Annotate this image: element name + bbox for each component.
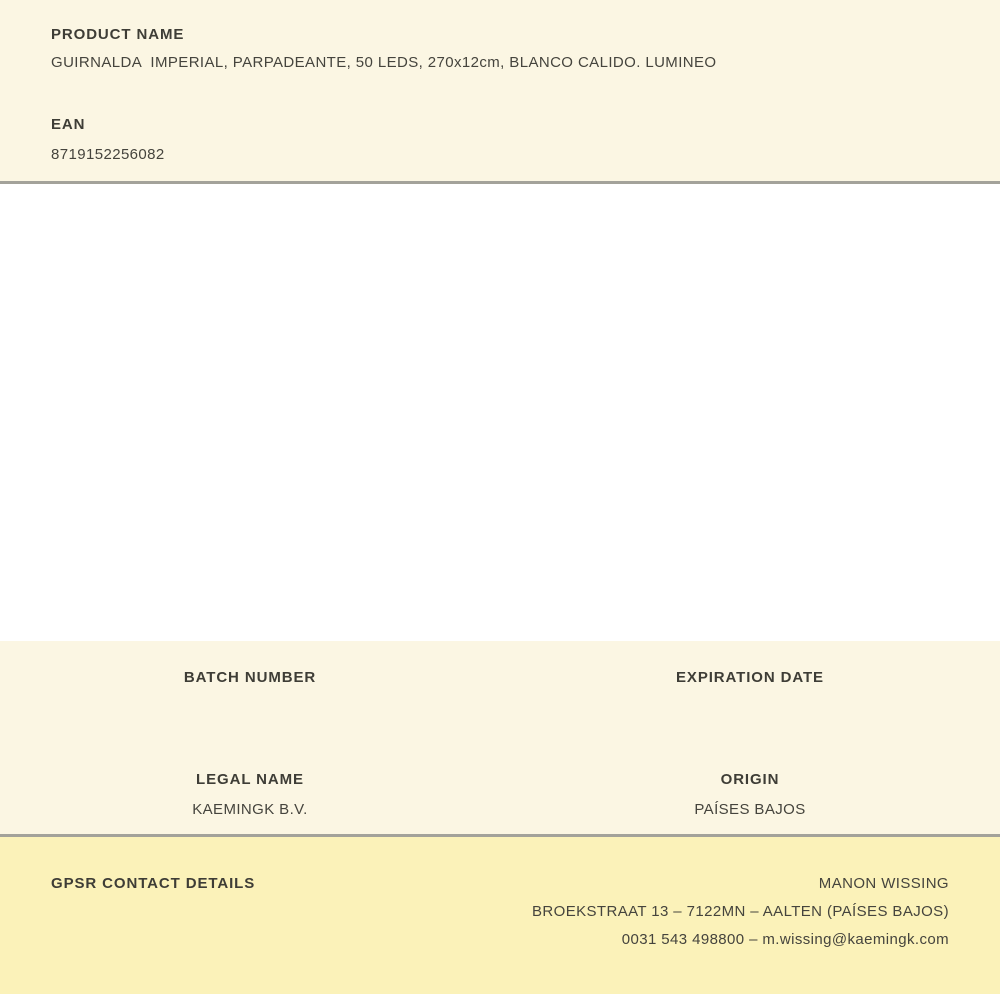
legal-name-label: LEGAL NAME (196, 771, 304, 788)
expiration-date-label: EXPIRATION DATE (676, 669, 824, 686)
product-info-section (0, 0, 1000, 184)
batch-info-section (0, 641, 1000, 837)
product-name-label: PRODUCT NAME (51, 26, 185, 43)
batch-number-cell (0, 669, 500, 699)
legal-name-cell (0, 771, 500, 819)
ean-label: EAN (51, 116, 86, 133)
legal-origin-row (0, 771, 1000, 819)
batch-number-label: BATCH NUMBER (183, 669, 317, 686)
contact-phone-email: 0031 543 498800 – m.wissing@kaemingk.com (621, 931, 949, 948)
contact-name: MANON WISSING (818, 875, 949, 892)
batch-expiration-row (0, 669, 1000, 699)
contact-address: BROEKSTRAAT 13 – 7122MN – AALTEN (PAÍSES BAJOS) (531, 903, 949, 920)
blank-area (0, 184, 1000, 641)
origin-value: PAÍSES BAJOS (694, 801, 806, 818)
product-name-value: GUIRNALDA IMPERIAL, PARPADEANTE, 50 LEDS, 270x12cm, BLANCO CALIDO. LUMINEO (51, 54, 717, 71)
gpsr-contact-section (0, 837, 1000, 994)
ean-value: 8719152256082 (51, 146, 165, 163)
origin-label: ORIGIN (720, 771, 780, 788)
gpsr-heading: GPSR CONTACT DETAILS (51, 875, 256, 892)
origin-cell (500, 771, 1000, 819)
legal-name-value: KAEMINGK B.V. (192, 801, 308, 818)
expiration-date-cell (500, 669, 1000, 699)
gpsr-contact-block (255, 875, 949, 949)
